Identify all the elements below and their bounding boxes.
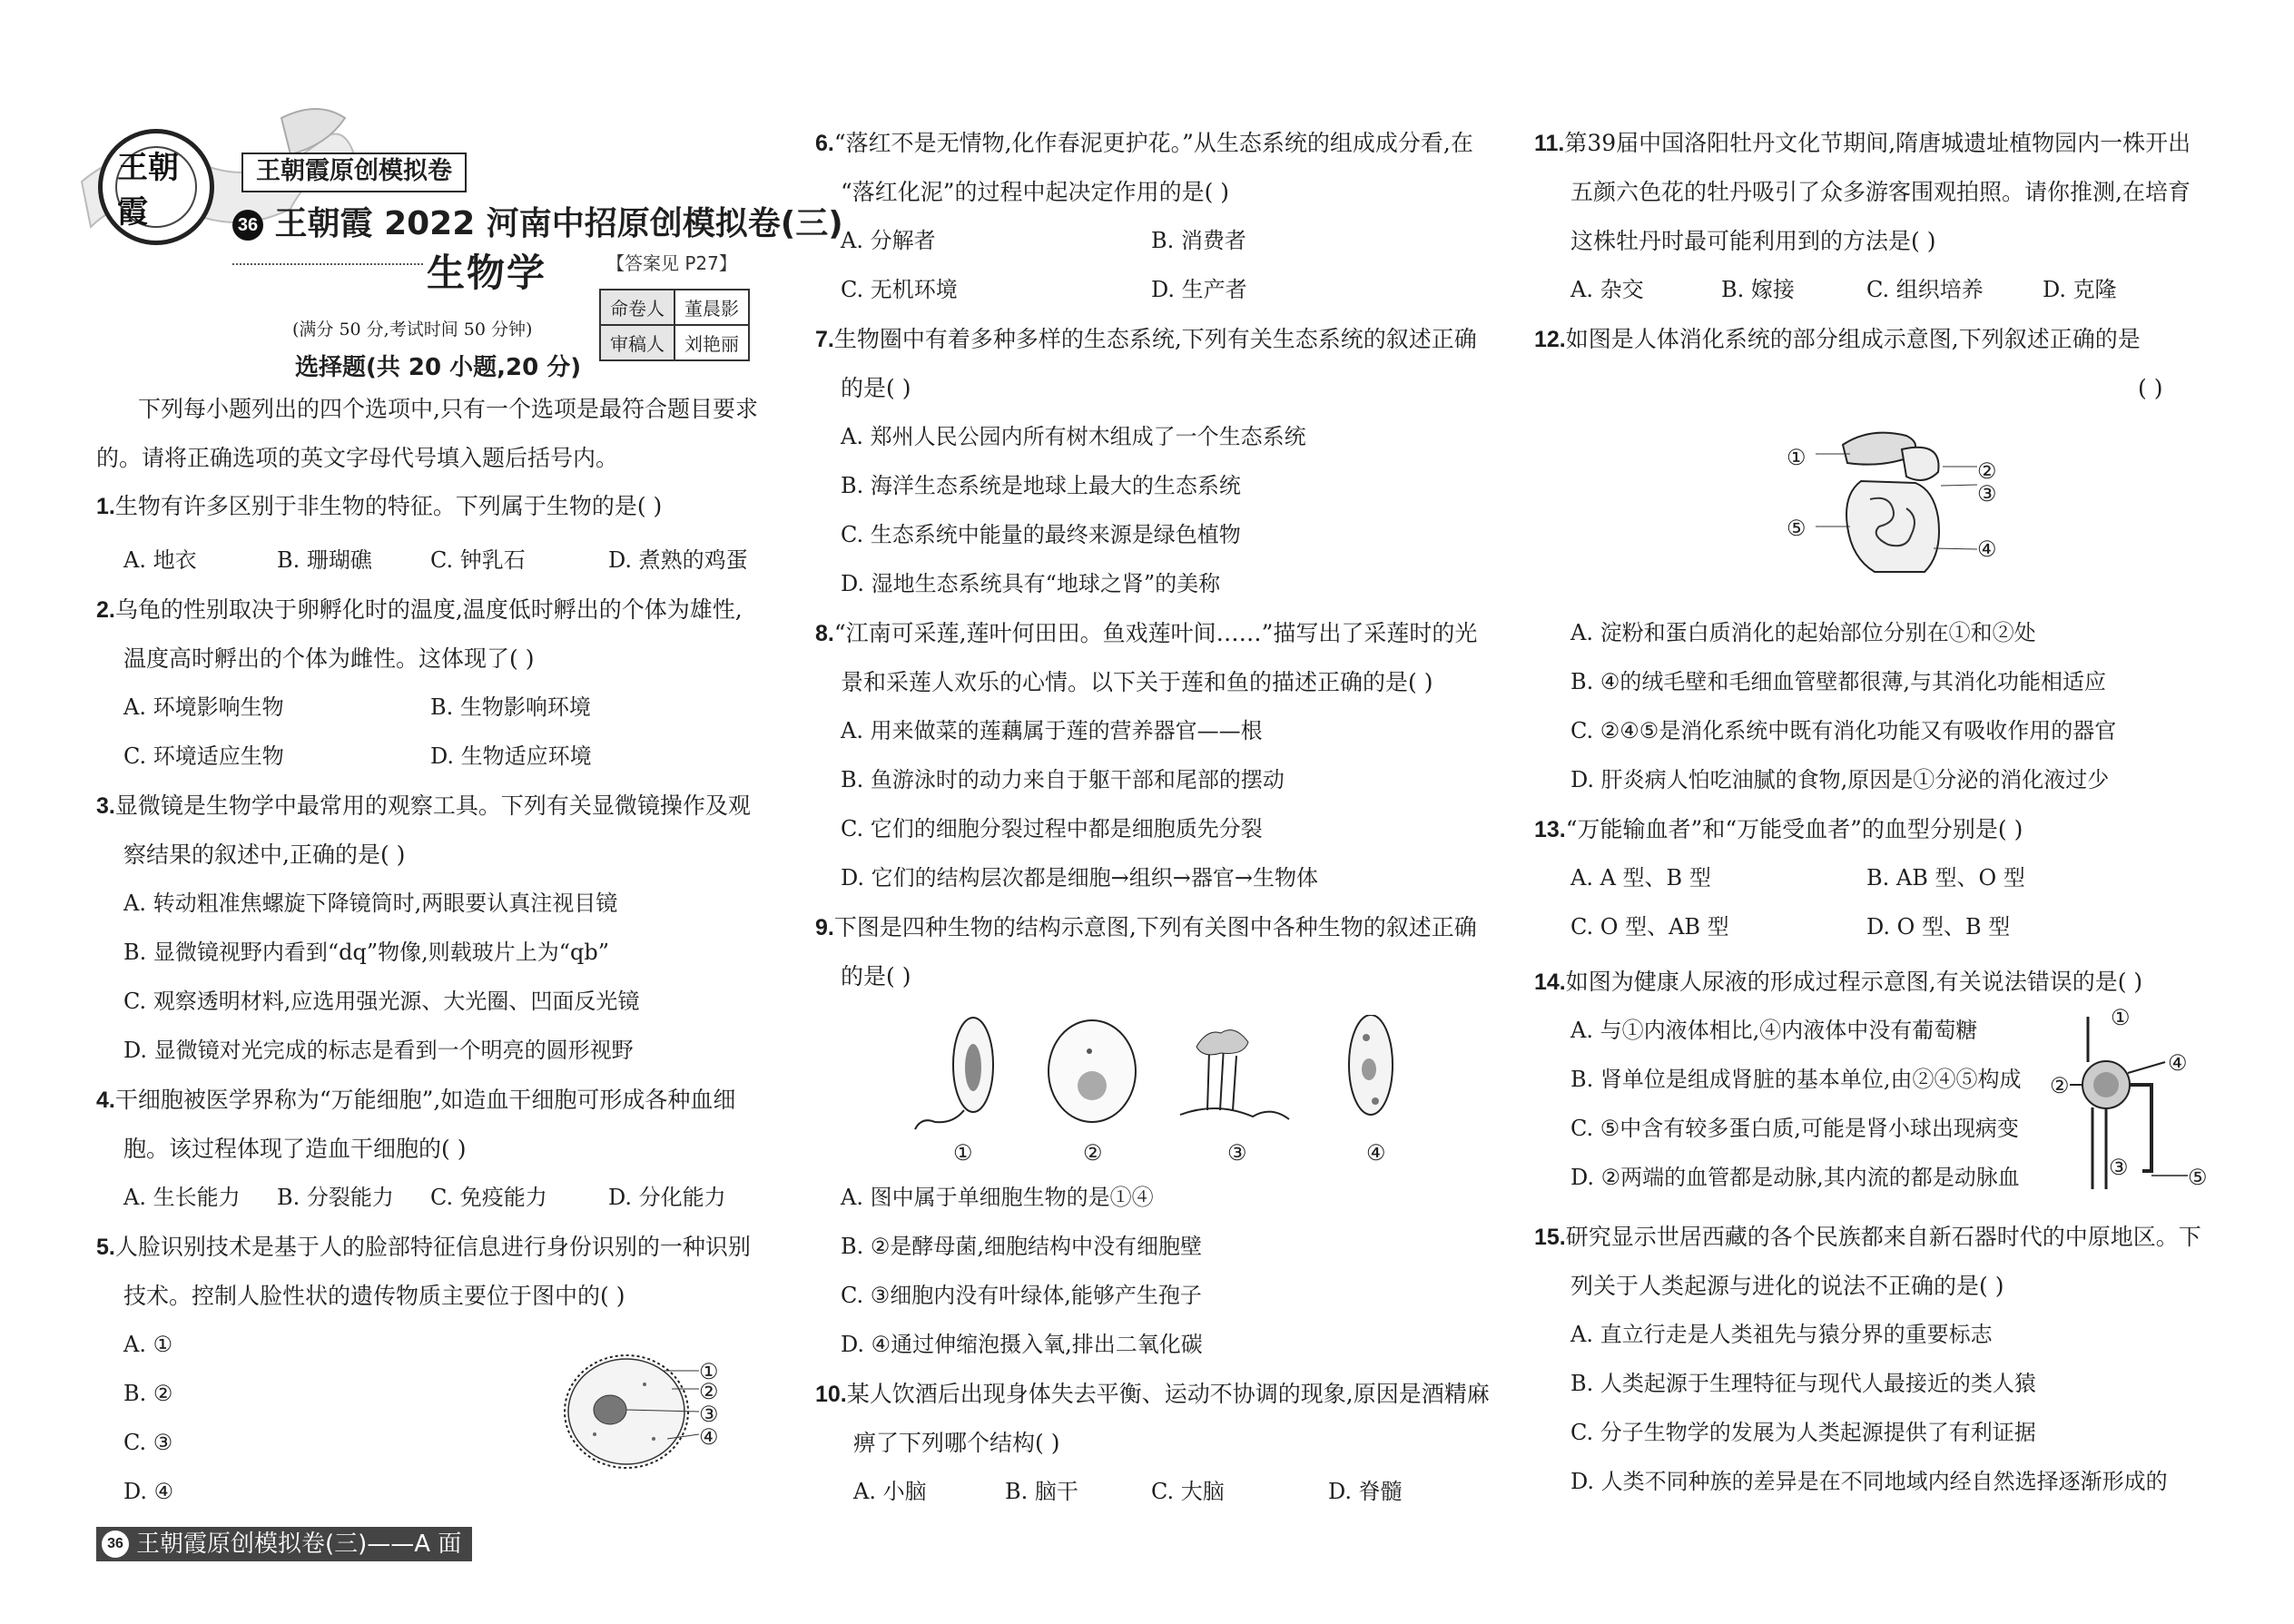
option: B. 珊瑚礁	[277, 547, 372, 573]
four-organisms-figure	[908, 1015, 1416, 1133]
question-12: 12.如图是人体消化系统的部分组成示意图,下列叙述正确的是	[1534, 326, 2141, 352]
exam-title-text: 王朝霞 2022 河南中招原创模拟卷(三)	[274, 205, 843, 242]
question-1: 1.生物有许多区别于非生物的特征。下列属于生物的是( )	[96, 493, 663, 519]
footer-text: 王朝霞原创模拟卷(三)——A 面	[136, 1530, 462, 1558]
question-line: “落红化泥”的过程中起决定作用的是( )	[841, 179, 1230, 205]
question-line: 痹了下列哪个结构( )	[853, 1430, 1060, 1456]
instruction-line: 的。请将正确选项的英文字母代号填入题后括号内。	[96, 445, 619, 471]
option: A. 转动粗准焦螺旋下降镜筒时,两眼要认真注视目镜	[123, 891, 618, 916]
digestive-label: ③	[1977, 481, 1997, 507]
option: C. 环境适应生物	[123, 743, 284, 769]
option: C. ⑤中含有较多蛋白质,可能是肾小球出现病变	[1570, 1116, 2019, 1141]
question-9: 9.下图是四种生物的结构示意图,下列有关图中各种生物的叙述正确	[815, 914, 1477, 940]
subject-title: 生物学	[427, 251, 547, 295]
option: D. 显微镜对光完成的标志是看到一个明亮的圆形视野	[123, 1038, 634, 1063]
organism-label: ②	[1083, 1140, 1103, 1166]
instruction-line: 下列每小题列出的四个选项中,只有一个选项是最符合题目要求	[138, 396, 758, 422]
option: A. 郑州人民公园内所有树木组成了一个生态系统	[841, 424, 1306, 449]
option: A. 环境影响生物	[123, 694, 284, 720]
digestive-system-figure	[1807, 427, 1988, 586]
question-2: 2.乌龟的性别取决于卵孵化时的温度,温度低时孵出的个体为雄性,	[96, 596, 743, 623]
option: B. 肾单位是组成肾脏的基本单位,由②④⑤构成	[1570, 1067, 2022, 1092]
option: B. ④的绒毛壁和毛细血管壁都很薄,与其消化功能相适应	[1570, 669, 2107, 694]
setter-name: 董晨影	[674, 290, 749, 325]
option: C. ③细胞内没有叶绿体,能够产生孢子	[841, 1283, 1202, 1308]
section-title: 选择题(共 20 小题,20 分)	[295, 354, 582, 381]
option: B. AB 型、O 型	[1866, 865, 2025, 891]
digestive-label: ④	[1977, 536, 1997, 562]
kidney-label: ③	[2109, 1155, 2129, 1180]
option: D. 分化能力	[608, 1185, 726, 1210]
kidney-label: ①	[2111, 1005, 2131, 1030]
score-info: (满分 50 分,考试时间 50 分钟)	[292, 320, 533, 340]
option: A. 用来做菜的莲藕属于莲的营养器官——根	[841, 718, 1263, 743]
digestive-label: ①	[1787, 445, 1807, 470]
option: A. 杂交	[1570, 277, 1644, 302]
question-line: 列关于人类起源与进化的说法不正确的是( )	[1570, 1273, 2004, 1299]
kidney-label: ⑤	[2188, 1165, 2208, 1190]
option: A. A 型、B 型	[1570, 865, 1711, 891]
option: D. 克隆	[2043, 277, 2117, 302]
question-10: 10.某人饮酒后出现身体失去平衡、运动不协调的现象,原因是酒精麻	[815, 1381, 1490, 1407]
question-11: 11.第39届中国洛阳牡丹文化节期间,隋唐城遗址植物园内一株开出	[1534, 130, 2191, 156]
option: A. 分解者	[841, 228, 936, 253]
option: B. ②	[123, 1381, 173, 1406]
option: B. 嫁接	[1721, 277, 1795, 302]
option: C. 观察透明材料,应选用强光源、大光圈、凹面反光镜	[123, 989, 640, 1014]
organism-label: ①	[953, 1140, 973, 1166]
page-footer	[96, 1527, 472, 1561]
option: B. 鱼游泳时的动力来自于躯干部和尾部的摆动	[841, 767, 1285, 792]
option: C. 它们的细胞分裂过程中都是细胞质先分裂	[841, 816, 1263, 842]
kidney-label: ②	[2050, 1073, 2070, 1098]
option: D. 煮熟的鸡蛋	[608, 547, 748, 573]
question-13: 13.“万能输血者”和“万能受血者”的血型分别是( )	[1534, 816, 2023, 842]
logo-text: 王朝霞	[115, 146, 197, 228]
option: D. 生物适应环境	[430, 743, 592, 769]
option: D. 它们的结构层次都是细胞→组织→器官→生物体	[841, 865, 1318, 891]
option: B. 生物影响环境	[430, 694, 591, 720]
question-7: 7.生物圈中有着多种多样的生态系统,下列有关生态系统的叙述正确	[815, 326, 1477, 352]
option: B. 消费者	[1151, 228, 1246, 253]
divider	[232, 263, 423, 265]
question-3: 3.显微镜是生物学中最常用的观察工具。下列有关显微镜操作及观	[96, 792, 751, 819]
option: D. ④	[123, 1479, 174, 1504]
question-line: 这株牡丹时最可能利用到的方法是( )	[1570, 228, 1936, 254]
footer-number-badge: 36	[102, 1530, 129, 1558]
option: C. ②④⑤是消化系统中既有消化功能又有吸收作用的器官	[1570, 718, 2117, 743]
option: B. 显微镜视野内看到“dq”物像,则载玻片上为“qb”	[123, 940, 610, 965]
reviewer-name: 刘艳丽	[674, 325, 749, 360]
question-8: 8.“江南可采莲,莲叶何田田。鱼戏莲叶间……”描写出了采莲时的光	[815, 620, 1478, 646]
question-5: 5.人脸识别技术是基于人的脸部特征信息进行身份识别的一种识别	[96, 1234, 751, 1260]
option: B. 分裂能力	[277, 1185, 394, 1210]
question-line: 景和采莲人欢乐的心情。以下关于莲和鱼的描述正确的是( )	[841, 669, 1433, 695]
option: C. 组织培养	[1866, 277, 1984, 302]
option: A. 地衣	[123, 547, 197, 573]
author-table	[599, 289, 750, 361]
option: C. O 型、AB 型	[1570, 914, 1729, 940]
option: B. 脑干	[1005, 1479, 1078, 1504]
digestive-label: ⑤	[1787, 516, 1807, 541]
series-badge: 王朝霞原创模拟卷	[241, 153, 467, 192]
cell-label: ④	[699, 1424, 719, 1450]
option: C. 钟乳石	[430, 547, 526, 573]
question-6: 6.“落红不是无情物,化作春泥更护花。”从生态系统的组成成分看,在	[815, 130, 1473, 156]
question-line: 温度高时孵出的个体为雌性。这体现了( )	[123, 645, 535, 672]
option: D. 人类不同种族的差异是在不同地域内经自然选择逐渐形成的	[1570, 1469, 2168, 1494]
option: C. 大脑	[1151, 1479, 1225, 1504]
question-line: ( )	[2138, 375, 2163, 401]
setter-label: 命卷人	[600, 290, 674, 325]
answer-reference: 【答案见 P27】	[606, 252, 737, 274]
option: A. 小脑	[853, 1479, 927, 1504]
option: B. 海洋生态系统是地球上最大的生态系统	[841, 473, 1241, 498]
exam-title	[232, 198, 843, 244]
kidney-label: ④	[2168, 1050, 2188, 1076]
cell-label: ②	[699, 1379, 719, 1404]
question-4: 4.干细胞被医学界称为“万能细胞”,如造血干细胞可形成各种血细	[96, 1087, 736, 1113]
organism-label: ④	[1366, 1140, 1386, 1166]
question-line: 察结果的叙述中,正确的是( )	[123, 842, 406, 868]
option: D. 脊髓	[1328, 1479, 1403, 1504]
brand-logo	[98, 129, 214, 245]
option: C. ③	[123, 1430, 173, 1455]
digestive-label: ②	[1977, 458, 1997, 484]
reviewer-label: 审稿人	[600, 325, 674, 360]
option: D. 湿地生态系统具有“地球之肾”的美称	[841, 571, 1221, 596]
option: A. 生长能力	[123, 1185, 241, 1210]
exam-number-badge: 36	[232, 210, 263, 241]
question-15: 15.研究显示世居西藏的各个民族都来自新石器时代的中原地区。下	[1534, 1224, 2201, 1250]
organism-label: ③	[1227, 1140, 1247, 1166]
question-line: 技术。控制人脸性状的遗传物质主要位于图中的( )	[123, 1283, 625, 1309]
option: D. 肝炎病人怕吃油腻的食物,原因是①分泌的消化液过少	[1570, 767, 2110, 792]
option: D. 生产者	[1151, 277, 1247, 302]
option: A. 与①内液体相比,④内液体中没有葡萄糖	[1570, 1018, 1978, 1043]
option: A. 图中属于单细胞生物的是①④	[841, 1185, 1154, 1210]
option: A. 直立行走是人类祖先与猿分界的重要标志	[1570, 1322, 1993, 1347]
option: D. O 型、B 型	[1866, 914, 2011, 940]
option: D. ②两端的血管都是动脉,其内流的都是动脉血	[1570, 1165, 2020, 1190]
cell-label: ①	[699, 1359, 719, 1384]
option: A. ①	[123, 1332, 173, 1357]
question-line: 胞。该过程体现了造血干细胞的( )	[123, 1136, 467, 1162]
option: C. 无机环境	[841, 277, 958, 302]
option: B. 人类起源于生理特征与现代人最接近的类人猿	[1570, 1371, 2036, 1396]
option: C. 分子生物学的发展为人类起源提供了有利证据	[1570, 1420, 2036, 1445]
cell-label: ③	[699, 1402, 719, 1427]
question-14: 14.如图为健康人尿液的形成过程示意图,有关说法错误的是( )	[1534, 969, 2143, 995]
option: C. 生态系统中能量的最终来源是绿色植物	[841, 522, 1241, 547]
option: B. ②是酵母菌,细胞结构中没有细胞壁	[841, 1234, 1203, 1259]
option: A. 淀粉和蛋白质消化的起始部位分别在①和②处	[1570, 620, 2036, 645]
question-line: 五颜六色花的牡丹吸引了众多游客围观拍照。请你推测,在培育	[1570, 179, 2191, 205]
option: D. ④通过伸缩泡摄入氧,排出二氧化碳	[841, 1332, 1203, 1357]
question-line: 的是( )	[841, 963, 911, 989]
question-line: 的是( )	[841, 375, 911, 401]
option: C. 免疫能力	[430, 1185, 547, 1210]
